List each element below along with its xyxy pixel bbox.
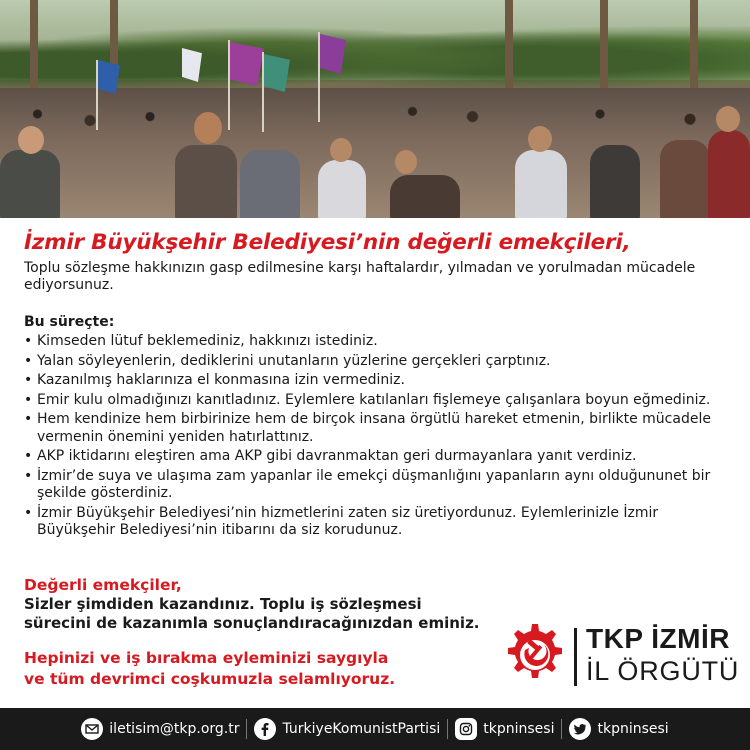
flag-pole	[96, 60, 98, 130]
closing-line: Sizler şimdiden kazandınız. Toplu iş sözleşmesi	[24, 595, 422, 613]
twitter-icon	[569, 718, 591, 740]
list-item: • Emir kulu olmadığınızı kanıtladınız. Eylemlere katılanları fişlemeye çalışanlara boyun eğmediniz.	[24, 392, 734, 410]
crowd-person	[240, 150, 300, 218]
tkp-logo	[500, 620, 740, 700]
mail-icon	[81, 718, 103, 740]
crowd-person	[590, 145, 640, 218]
footer-email[interactable]	[74, 718, 246, 740]
logo-divider	[574, 628, 577, 686]
closing-salutation: Değerli emekçiler,	[24, 576, 182, 594]
final-line: Hepinizi ve iş bırakma eyleminizi saygıyla	[24, 649, 389, 667]
flag-pole	[262, 52, 264, 132]
list-item: • İzmir Büyükşehir Belediyesi’nin hizmetlerini zaten siz üretiyordunuz. Eylemlerinizle İzmir Büyükşehir Belediyesi’nin itibarını da siz korudunuz.	[24, 505, 734, 540]
final-greeting	[24, 648, 504, 690]
flag-pole	[318, 32, 320, 122]
crowd-head	[528, 126, 552, 152]
crowd-person	[708, 130, 750, 218]
facebook-handle: TurkiyeKomunistPartisi	[282, 721, 441, 737]
headline: İzmir Büyükşehir Belediyesi’nin değerli emekçileri,	[24, 230, 631, 255]
list-item: • Hem kendinize hem birbirinize hem de birçok insana örgütlü hareket etmenin, birlikte mücadele vermenin önemini yeniden hatırlattınız.	[24, 411, 734, 446]
twitter-handle: tkpninsesi	[597, 721, 669, 737]
crowd-head	[194, 112, 222, 144]
closing-block	[24, 576, 504, 690]
statement-body	[24, 230, 734, 542]
list-item: • Kazanılmış haklarınıza el konmasına izin vermediniz.	[24, 372, 734, 390]
crowd-head	[330, 138, 352, 162]
flag-pole	[228, 40, 230, 130]
org-unit: İL ÖRGÜTÜ	[586, 656, 740, 686]
bullet-list	[24, 333, 734, 540]
crowd-person	[175, 145, 237, 218]
footer-twitter[interactable]	[562, 718, 675, 740]
facebook-icon	[254, 718, 276, 740]
instagram-handle: tkpninsesi	[483, 721, 555, 737]
gear-hammer-sickle-icon	[500, 620, 566, 686]
instagram-icon	[455, 718, 477, 740]
final-line: ve tüm devrimci coşkumuzla selamlıyoruz.	[24, 670, 396, 688]
section-label: Bu süreçte:	[24, 314, 115, 330]
footer-instagram[interactable]	[448, 718, 561, 740]
list-item: • Kimseden lütuf beklemediniz, hakkınızı istediniz.	[24, 333, 734, 351]
org-name: TKP İZMİR	[586, 623, 730, 654]
footer-facebook[interactable]	[247, 718, 447, 740]
contact-footer	[0, 708, 750, 750]
intro-paragraph: Toplu sözleşme hakkınızın gasp edilmesine karşı haftalardır, yılmadan ve yorulmadan mücadele ediyorsunuz.	[24, 260, 696, 293]
vest-worker	[318, 160, 366, 218]
list-item: • İzmir’de suya ve ulaşıma zam yapanlar ile emekçi düşmanlığını yapanların aynı olduğununet bir şekilde gösterdiniz.	[24, 468, 734, 503]
list-item: • Yalan söyleyenlerin, dediklerini unutanların yüzlerine gerçekleri çarptınız.	[24, 353, 734, 371]
crowd-head	[18, 126, 44, 154]
crowd-person	[660, 140, 710, 218]
email-text: iletisim@tkp.org.tr	[109, 721, 240, 737]
protest-photo	[0, 0, 750, 218]
crowd-head	[395, 150, 417, 174]
list-item: • AKP iktidarını eleştiren ama AKP gibi davranmaktan geri durmayanlara yanıt verdiniz.	[24, 448, 734, 466]
crowd-person	[0, 150, 60, 218]
crowd-head	[716, 106, 740, 132]
closing-line: sürecini de kazanımla sonuçlandıracağınızdan eminiz.	[24, 614, 480, 632]
crowd-person	[390, 175, 460, 218]
vest-worker	[515, 150, 567, 218]
